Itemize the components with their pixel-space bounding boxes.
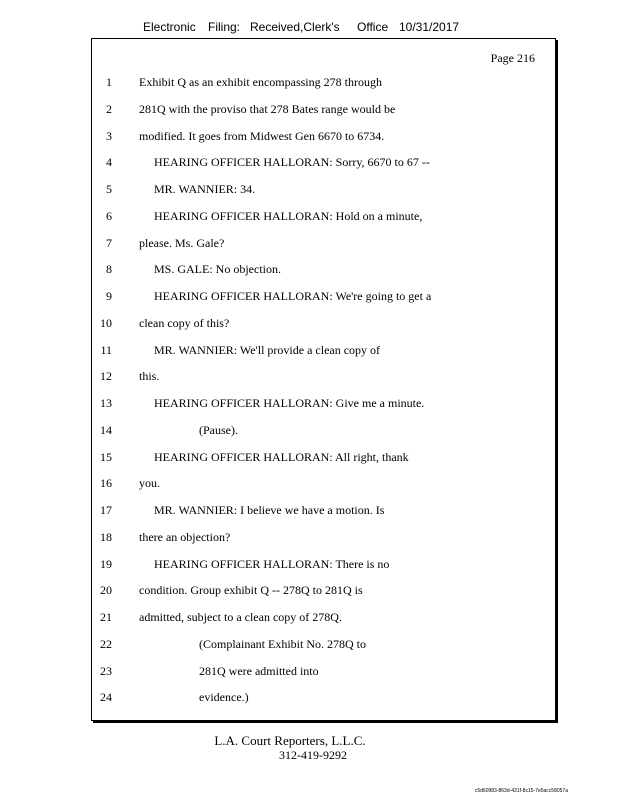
line-number: 19 <box>100 556 112 571</box>
transcript-line <box>92 557 555 575</box>
transcript-line <box>92 343 555 361</box>
transcript-line <box>92 423 555 441</box>
electronic-filing-header <box>0 20 618 36</box>
transcript-line <box>92 476 555 494</box>
transcript-line <box>92 690 555 708</box>
transcript-line <box>92 530 555 548</box>
line-number: 2 <box>106 101 112 116</box>
line-text: MR. WANNIER: I believe we have a motion. Is <box>154 503 385 517</box>
line-text: (Pause). <box>199 422 238 437</box>
line-number: 6 <box>106 208 112 223</box>
line-number: 15 <box>100 449 112 464</box>
line-number: 8 <box>106 262 112 277</box>
line-number: 20 <box>100 583 112 598</box>
transcript-line <box>92 289 555 307</box>
transcript-line <box>92 129 555 147</box>
transcript-line <box>92 75 555 93</box>
filing-header-received-clerks: Received,Clerk's <box>250 20 340 34</box>
line-number: 24 <box>100 690 112 705</box>
filing-header-date: 10/31/2017 <box>399 20 460 34</box>
line-number: 7 <box>106 235 112 250</box>
line-text: evidence.) <box>199 690 249 705</box>
line-text: Exhibit Q as an exhibit encompassing 278 through <box>139 75 382 89</box>
transcript-line <box>92 155 555 173</box>
transcript-line <box>92 369 555 387</box>
line-text: MS. GALE: No objection. <box>154 262 281 277</box>
transcript-line <box>92 209 555 227</box>
line-text: HEARING OFFICER HALLORAN: We're going to get a <box>154 289 432 303</box>
line-text: HEARING OFFICER HALLORAN: All right, thank <box>154 449 409 464</box>
line-text: there an objection? <box>139 529 231 544</box>
line-text: please. Ms. Gale? <box>139 235 225 250</box>
transcript-line <box>92 396 555 414</box>
line-text: HEARING OFFICER HALLORAN: Hold on a minute, <box>154 208 423 223</box>
transcript-line <box>92 610 555 628</box>
transcript-line <box>92 262 555 280</box>
line-text: 281Q with the proviso that 278 Bates range would be <box>139 101 396 116</box>
line-text: HEARING OFFICER HALLORAN: There is no <box>154 556 390 571</box>
transcript-line <box>92 637 555 655</box>
line-text: you. <box>139 476 160 491</box>
line-text: this. <box>139 369 160 384</box>
line-text: MR. WANNIER: 34. <box>154 182 256 196</box>
transcript-line <box>92 236 555 254</box>
line-text: modified. It goes from Midwest Gen 6670 to 6734. <box>139 128 385 143</box>
line-text: HEARING OFFICER HALLORAN: Give me a minute. <box>154 396 425 410</box>
filing-header-office: Office <box>357 20 389 34</box>
transcript-line <box>92 182 555 200</box>
line-number: 13 <box>100 396 112 410</box>
page-number: Page 216 <box>490 51 535 65</box>
line-number: 5 <box>106 182 112 196</box>
line-text: condition. Group exhibit Q -- 278Q to 281Q is <box>139 583 363 598</box>
line-number: 21 <box>100 610 112 624</box>
line-number: 10 <box>100 315 112 330</box>
line-text: MR. WANNIER: We'll provide a clean copy of <box>154 342 381 357</box>
transcript-line <box>92 664 555 682</box>
filing-header-filing: Filing: <box>208 20 241 34</box>
transcript-line <box>92 316 555 334</box>
line-text: (Complainant Exhibit No. 278Q to <box>199 636 366 651</box>
line-number: 9 <box>106 289 112 303</box>
line-number: 1 <box>106 75 112 89</box>
line-number: 17 <box>100 503 112 517</box>
court-reporter-phone: 312-419-9292 <box>279 748 347 762</box>
transcript-page <box>91 38 556 721</box>
line-number: 3 <box>106 128 112 143</box>
line-number: 22 <box>100 636 112 651</box>
line-number: 4 <box>106 155 112 170</box>
court-reporter-name: L.A. Court Reporters, L.L.C. <box>214 733 366 748</box>
line-number: 23 <box>100 663 112 678</box>
line-number: 11 <box>100 342 112 357</box>
transcript-line <box>92 102 555 120</box>
line-text: HEARING OFFICER HALLORAN: Sorry, 6670 to 67 -- <box>154 155 430 170</box>
line-text: admitted, subject to a clean copy of 278Q. <box>139 610 342 624</box>
line-number: 14 <box>100 422 112 437</box>
transcript-line <box>92 583 555 601</box>
line-text: 281Q were admitted into <box>199 663 319 678</box>
line-text: clean copy of this? <box>139 315 230 330</box>
line-number: 16 <box>100 476 112 491</box>
transcript-line <box>92 450 555 468</box>
filing-header-electronic: Electronic <box>143 20 196 34</box>
line-number: 12 <box>100 369 112 384</box>
document-id: c5d60983-863d-431f-8c15-7e5acc58057a <box>474 788 568 794</box>
line-number: 18 <box>100 529 112 544</box>
transcript-line <box>92 503 555 521</box>
